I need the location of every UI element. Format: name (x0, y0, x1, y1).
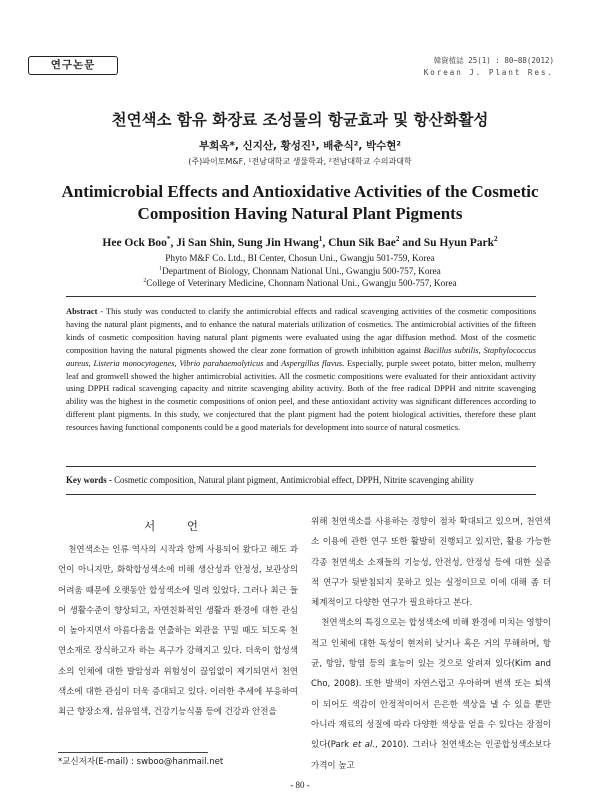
article-type-badge: 연구논문 (28, 56, 118, 75)
section-heading: 서 언 (144, 519, 212, 533)
keywords-label: Key words - (66, 475, 112, 485)
footnote-rule (58, 752, 208, 753)
page-number: - 80 - (290, 780, 310, 790)
affiliation-line (0, 266, 600, 279)
korean-affiliations: (주)파이토M&F, ¹전남대학교 생물학과, ²전남대학교 수의과대학 (188, 157, 412, 166)
affiliation-line (0, 278, 600, 291)
corresponding-mark: * (166, 235, 171, 244)
english-title-line2: Composition Having Natural Plant Pigments (137, 204, 463, 223)
english-title-line1: Antimicrobial Effects and Antioxidative Activities of the Cosmetic (61, 182, 539, 201)
author-2: , Ji San Shin, Sung Jin Hwang (170, 237, 319, 249)
journal-volume: 韓資植誌 25(1) : 80~88(2012) (433, 56, 554, 65)
english-title (0, 181, 600, 225)
author-1: Hee Ock Boo (102, 237, 167, 249)
affil-mark: 2 (143, 277, 147, 284)
paragraph-text: ., 2010). 그러나 천연색소는 인공합성색소보다 가격이 높고 (311, 740, 551, 771)
affil-mark: 2 (395, 235, 400, 244)
english-affiliations (0, 253, 600, 291)
abstract (66, 305, 536, 434)
abstract-text: and (263, 357, 282, 368)
species-names: Bacillus subtilis, Staphylococcus aureus, Listeria monocytogenes, Vibrio parahaemolyticus (66, 344, 536, 368)
affil-mark: 1 (318, 235, 323, 244)
paragraph-text: 천연색소의 특징으로는 합성색소에 비해 환경에 미치는 영향이 적고 인체에 대한 독성이 현저히 낮거나 혹은 거의 무해하며, 항균, 항암, 항염 등의 효능이 있는 것으로 알려져 있다(Kim and Cho, 2008). 또한 발색이 자연스럽고 우아하며 변색 또는 퇴색이 되어도 색감이 안정적이어서 은은한 색상을 낼 수 있을 뿐만 아니라 재료의 성질에 따라 다양한 색상을 얻을 수 있다는 장점이 있다(Park (311, 618, 551, 751)
affil-mark: 2 (494, 235, 498, 244)
author-3: , Chun Sik Bae (322, 237, 396, 249)
affiliation-line: Phyto M&F Co. Ltd., BI Center, Chosun Uni., Gwangju 501-759, Korea (165, 254, 435, 264)
english-authors (0, 237, 600, 249)
corresponding-author-footnote: *교신저자(E-mail) : swboo@hanmail.net (58, 757, 224, 767)
affil-mark: 1 (159, 265, 163, 272)
keywords-text: Cosmetic composition, Natural plant pigment, Antimicrobial effect, DPPH, Nitrite scavenging ability (111, 475, 474, 485)
abstract-top-rule (66, 296, 536, 297)
affiliation-text: College of Veterinary Medicine, Chonnam National Uni., Gwangju 500-757, Korea (146, 279, 457, 289)
abstract-label: Abstract (66, 306, 98, 316)
keywords (66, 475, 536, 485)
species-name: Aspergillus flavus (281, 357, 343, 368)
author-4: and Su Hyun Park (399, 237, 495, 249)
affiliation-text: Department of Biology, Chonnam National Uni., Gwangju 500-757, Korea (162, 266, 441, 277)
keywords-bottom-rule (66, 494, 536, 495)
paragraph: 위해 천연색소를 사용하는 경향이 점차 확대되고 있으며, 천연색소 이용에 관한 연구 또한 활발히 진행되고 있지만, 활용 가능한 각종 천연색소 소재들의 기능성, 안전성, 안정성 등에 대한 실증적 연구가 뒷받침되지 못하고 있는 실정이므로 이에 대해 좀 더 체계적이고 다양한 연구가 필요하다고 본다. (311, 517, 551, 609)
korean-authors: 부희옥*, 신지산, 황성진¹, 배춘식², 박수현² (198, 140, 401, 152)
paragraph (311, 613, 551, 775)
citation-etal: et al (352, 740, 373, 751)
abstract-text: - This study was conducted to clarify the antimicrobial effects and radical scavenging activities of the cosmetic compositions having the natural plant pigments, and to enhance the natural materials utilization of cosmetics. The antimicrobial activities of the fifteen kinds of cosmetic composition having natural plant pigments were evaluated using the agar diffusion method. Most of the cosmetic composition having the natural pigments showed the clear zone formation of growth inhibition against (66, 306, 536, 355)
korean-title: 천연색소 함유 화장료 조성물의 항균효과 및 항산화활성 (111, 111, 489, 129)
journal-name: Korean J. Plant Res. (423, 68, 554, 77)
journal-citation (424, 55, 554, 79)
body-column-right (311, 512, 551, 776)
body-column-left: 천연색소는 인류 역사의 시작과 함께 사용되어 왔다고 해도 과언이 아니지만, 화학합성색소에 비해 생산성과 안정성, 보관상의 어려움 때문에 오랫동안 합성색소에 밀려 있었다. 그러나 최근 들어 생활수준이 향상되고, 자연친화적인 생활과 환경에 대한 관심이 높아지면서 아름다움을 연출하는 외관을 꾸밀 때도 되도록 천연소재로 장식하고자 하는 욕구가 강해지고 있다. 더욱이 합성색소의 인체에 대한 발암성과 위험성이 끊임없이 제기되면서 천연색소에 대한 관심이 더욱 증대되고 있다. 이러한 추세에 부응하여 최근 향장소재, 섬유염색, 건강기능식품 등에 건강과 안전을 (58, 545, 298, 718)
abstract-bottom-rule (66, 466, 536, 467)
abstract-text: . Especially, purple sweet potato, bitter melon, mulberry leaf and gromwell showed the higher antimicrobial activities. All the cosmetic compositions were evaluated for their antioxidant activity using DPPH radical scavenging capacity and nitrite scavenging ability activity. Both of the free radical DPPH and nitrite scavenging ability was the highest in the cosmetic compositions of onion peel, and these antioxidant activity was significant differences according to different plant pigments. In this study, we conjectured that the plant pigment had the potent biological activities, therefore these plant resources having functional components could be a good materials for development into source of natural cosmetics. (66, 357, 536, 433)
